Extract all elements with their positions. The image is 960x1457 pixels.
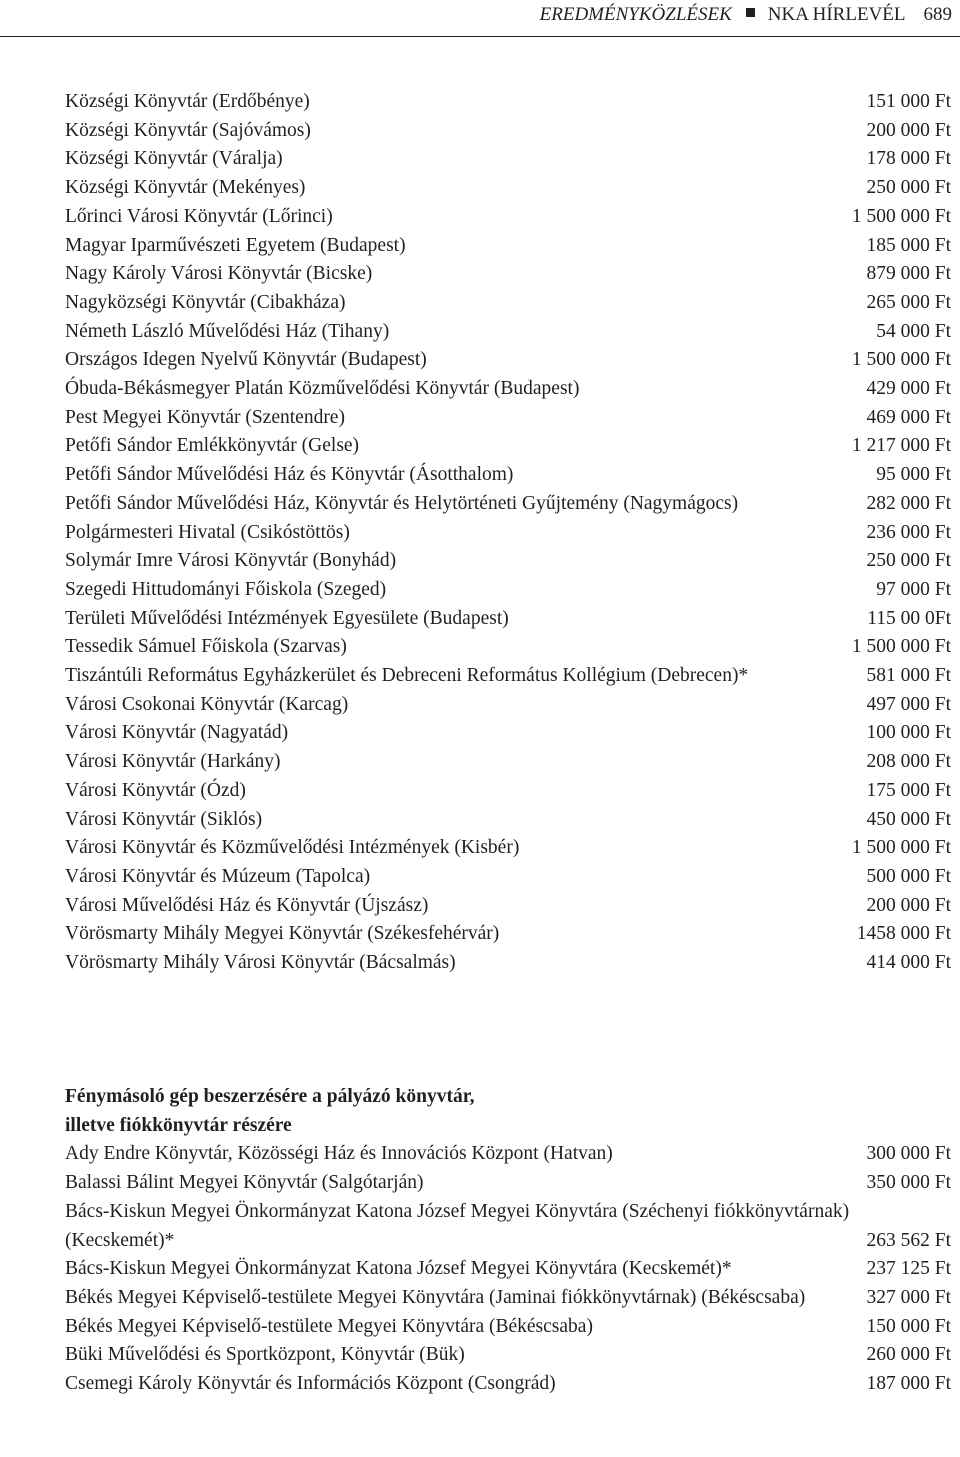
grant-amount: 178 000 Ft bbox=[866, 148, 951, 170]
grant-list bbox=[65, 88, 951, 978]
grant-amount: 265 000 Ft bbox=[866, 291, 951, 313]
grant-row bbox=[65, 719, 951, 748]
grant-amount: 208 000 Ft bbox=[866, 751, 951, 773]
grant-recipient: Városi Csokonai Könyvtár (Karcag) bbox=[65, 693, 349, 715]
grant-recipient: Nagy Károly Városi Könyvtár (Bicske) bbox=[65, 263, 373, 285]
grant-row bbox=[65, 203, 951, 232]
grant-recipient: Szegedi Hittudományi Főiskola (Szeged) bbox=[65, 578, 387, 600]
grant-recipient: Városi Könyvtár és Múzeum (Tapolca) bbox=[65, 865, 371, 887]
grant-amount: 1 500 000 Ft bbox=[851, 636, 951, 658]
grant-recipient: Csemegi Károly Könyvtár és Információs Központ (Csongrád) bbox=[65, 1373, 556, 1395]
grant-row bbox=[65, 834, 951, 863]
grant-row bbox=[65, 1198, 951, 1255]
grant-row bbox=[65, 691, 951, 720]
grant-amount: 429 000 Ft bbox=[866, 378, 951, 400]
grant-recipient: Békés Megyei Képviselő-testülete Megyei Könyvtára (Jaminai fiókkönyvtárnak) (Békéscsaba) bbox=[65, 1286, 806, 1308]
grant-amount: 450 000 Ft bbox=[866, 808, 951, 830]
grant-row bbox=[65, 346, 951, 375]
grant-row bbox=[65, 490, 951, 519]
grant-row bbox=[65, 662, 951, 691]
grant-row bbox=[65, 748, 951, 777]
section-heading-line: illetve fiókkönyvtár részére bbox=[65, 1114, 292, 1136]
section-heading bbox=[65, 1083, 951, 1140]
grant-amount: 97 000 Ft bbox=[876, 578, 951, 600]
grant-amount: 581 000 Ft bbox=[866, 665, 951, 687]
grant-recipient: Magyar Iparművészeti Egyetem (Budapest) bbox=[65, 234, 406, 256]
grant-recipient: Solymár Imre Városi Könyvtár (Bonyhád) bbox=[65, 550, 397, 572]
grant-recipient: Községi Könyvtár (Mekényes) bbox=[65, 177, 306, 199]
grant-recipient: Vörösmarty Mihály Városi Könyvtár (Bácsalmás) bbox=[65, 952, 456, 974]
grant-recipient: Nagyközségi Könyvtár (Cibakháza) bbox=[65, 291, 346, 313]
grant-amount: 1 500 000 Ft bbox=[851, 349, 951, 371]
grant-recipient: Petőfi Sándor Művelődési Ház és Könyvtár (Ásotthalom) bbox=[65, 464, 514, 486]
grant-amount: 327 000 Ft bbox=[866, 1286, 951, 1308]
grant-recipient: Városi Könyvtár (Siklós) bbox=[65, 808, 263, 830]
grant-recipient: Petőfi Sándor Művelődési Ház, Könyvtár és Helytörténeti Gyűjtemény (Nagymágocs) bbox=[65, 492, 739, 514]
grant-row bbox=[65, 461, 951, 490]
section-heading-line: Fénymásoló gép beszerzésére a pályázó könyvtár, bbox=[65, 1086, 475, 1107]
grant-row bbox=[65, 892, 951, 921]
grant-recipient: Békés Megyei Képviselő-testülete Megyei Könyvtára (Békéscsaba) bbox=[65, 1315, 593, 1337]
grant-row bbox=[65, 88, 951, 117]
grant-row bbox=[65, 1341, 951, 1370]
grant-recipient: Városi Könyvtár (Nagyatád) bbox=[65, 722, 289, 744]
grant-row bbox=[65, 863, 951, 892]
grant-amount: 1 217 000 Ft bbox=[851, 435, 951, 457]
publication-title: NKA HÍRLEVÉL bbox=[767, 4, 906, 25]
grant-recipient: Községi Könyvtár (Erdőbénye) bbox=[65, 91, 310, 112]
grant-amount: 497 000 Ft bbox=[866, 693, 951, 715]
grant-recipient: Tessedik Sámuel Főiskola (Szarvas) bbox=[65, 636, 347, 658]
grant-row bbox=[65, 633, 951, 662]
grant-amount: 175 000 Ft bbox=[866, 779, 951, 801]
grant-amount: 237 125 Ft bbox=[866, 1258, 951, 1280]
grant-recipient: Bács-Kiskun Megyei Önkormányzat Katona József Megyei Könyvtára (Széchenyi fiókkönyvtárnak) (Kecskemét)* bbox=[65, 1200, 850, 1251]
grant-amount: 54 000 Ft bbox=[876, 320, 951, 342]
grant-amount: 350 000 Ft bbox=[866, 1172, 951, 1194]
square-bullet-icon bbox=[746, 8, 755, 17]
grant-recipient: Területi Művelődési Intézmények Egyesülete (Budapest) bbox=[65, 607, 509, 629]
grant-amount: 95 000 Ft bbox=[876, 464, 951, 486]
grant-recipient: Pest Megyei Könyvtár (Szentendre) bbox=[65, 406, 345, 428]
grant-row bbox=[65, 547, 951, 576]
grant-recipient: Petőfi Sándor Emlékkönyvtár (Gelse) bbox=[65, 435, 360, 457]
grant-recipient: Országos Idegen Nyelvű Könyvtár (Budapest) bbox=[65, 349, 427, 371]
grant-amount: 1 500 000 Ft bbox=[851, 837, 951, 859]
grant-recipient: Tiszántúli Református Egyházkerület és Debreceni Református Kollégium (Debrecen)* bbox=[65, 665, 749, 687]
grant-amount: 1 500 000 Ft bbox=[851, 205, 951, 227]
grant-recipient: Községi Könyvtár (Váralja) bbox=[65, 148, 283, 170]
grant-row bbox=[65, 260, 951, 289]
grant-amount: 151 000 Ft bbox=[866, 91, 951, 112]
grant-recipient: Polgármesteri Hivatal (Csikóstöttös) bbox=[65, 521, 350, 543]
grant-amount: 200 000 Ft bbox=[866, 894, 951, 916]
grant-row bbox=[65, 920, 951, 949]
grant-amount: 263 562 Ft bbox=[866, 1229, 951, 1251]
header-line bbox=[540, 4, 952, 26]
grant-amount: 414 000 Ft bbox=[866, 952, 951, 974]
grant-recipient: Óbuda-Békásmegyer Platán Közművelődési Könyvtár (Budapest) bbox=[65, 378, 580, 400]
grant-amount: 236 000 Ft bbox=[866, 521, 951, 543]
grant-row bbox=[65, 1169, 951, 1198]
grant-amount: 250 000 Ft bbox=[866, 550, 951, 572]
grant-recipient: Községi Könyvtár (Sajóvámos) bbox=[65, 119, 311, 141]
grant-row bbox=[65, 404, 951, 433]
grant-row bbox=[65, 576, 951, 605]
grant-row bbox=[65, 289, 951, 318]
grant-row bbox=[65, 1313, 951, 1342]
grant-row bbox=[65, 1370, 951, 1399]
grant-amount: 185 000 Ft bbox=[866, 234, 951, 256]
grant-row bbox=[65, 432, 951, 461]
grant-recipient: Városi Művelődési Ház és Könyvtár (Újszász) bbox=[65, 894, 429, 916]
grant-recipient: Vörösmarty Mihály Megyei Könyvtár (Székesfehérvár) bbox=[65, 923, 500, 945]
grant-recipient: Városi Könyvtár és Közművelődési Intézmények (Kisbér) bbox=[65, 837, 520, 859]
page-number: 689 bbox=[923, 4, 952, 25]
grant-amount: 100 000 Ft bbox=[866, 722, 951, 744]
grant-recipient: Büki Művelődési és Sportközpont, Könyvtár (Bük) bbox=[65, 1344, 465, 1366]
header-divider bbox=[0, 36, 960, 37]
grant-recipient: Ady Endre Könyvtár, Közösségi Ház és Innovációs Központ (Hatvan) bbox=[65, 1143, 613, 1165]
copier-grant-section bbox=[65, 1083, 951, 1399]
grant-amount: 260 000 Ft bbox=[866, 1344, 951, 1366]
section-title: EREDMÉNYKÖZLÉSEK bbox=[539, 4, 732, 25]
grant-row bbox=[65, 605, 951, 634]
grant-row bbox=[65, 117, 951, 146]
grant-recipient: Balassi Bálint Megyei Könyvtár (Salgótarján) bbox=[65, 1172, 424, 1194]
grant-row bbox=[65, 232, 951, 261]
grant-row bbox=[65, 318, 951, 347]
grant-row bbox=[65, 806, 951, 835]
page-header bbox=[0, 0, 960, 40]
grant-recipient: Bács-Kiskun Megyei Önkormányzat Katona József Megyei Könyvtára (Kecskemét)* bbox=[65, 1258, 732, 1280]
grant-amount: 469 000 Ft bbox=[866, 406, 951, 428]
grant-recipient: Városi Könyvtár (Harkány) bbox=[65, 751, 281, 773]
grant-amount: 1458 000 Ft bbox=[856, 923, 951, 945]
grant-recipient: Németh László Művelődési Ház (Tihany) bbox=[65, 320, 390, 342]
grant-recipient: Városi Könyvtár (Ózd) bbox=[65, 779, 246, 801]
grant-amount: 200 000 Ft bbox=[866, 119, 951, 141]
grant-recipient: Lőrinci Városi Könyvtár (Lőrinci) bbox=[65, 205, 333, 227]
grant-amount: 150 000 Ft bbox=[866, 1315, 951, 1337]
grant-row bbox=[65, 777, 951, 806]
grant-row bbox=[65, 519, 951, 548]
grant-amount: 115 00 0Ft bbox=[867, 607, 951, 629]
grant-row bbox=[65, 949, 951, 978]
grant-amount: 879 000 Ft bbox=[866, 263, 951, 285]
grant-amount: 250 000 Ft bbox=[866, 177, 951, 199]
grant-row bbox=[65, 174, 951, 203]
grant-amount: 300 000 Ft bbox=[866, 1143, 951, 1165]
grant-row bbox=[65, 375, 951, 404]
grant-amount: 187 000 Ft bbox=[866, 1373, 951, 1395]
grant-row bbox=[65, 1255, 951, 1284]
grant-row bbox=[65, 145, 951, 174]
grant-row bbox=[65, 1284, 951, 1313]
grant-amount: 500 000 Ft bbox=[866, 865, 951, 887]
grant-amount: 282 000 Ft bbox=[866, 492, 951, 514]
grant-row bbox=[65, 1140, 951, 1169]
